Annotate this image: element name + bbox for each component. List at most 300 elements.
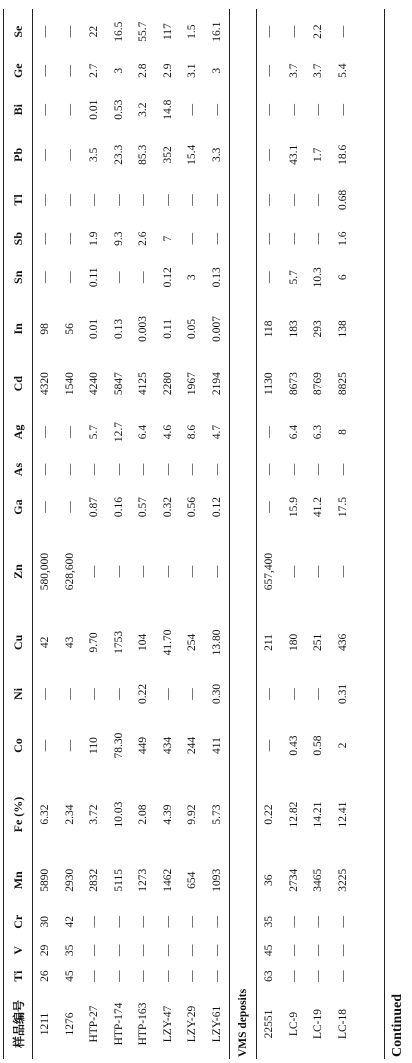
value-cell: 2.8 [137,63,150,78]
value-cell: — [263,194,276,206]
value-cell: 7 [161,235,174,242]
value-cell: — [63,501,76,513]
column-header: Cr [4,906,33,937]
value-cell: 0.22 [137,683,150,705]
value-cell: 0.12 [210,496,223,518]
value-cell: — [88,688,101,700]
sample-id-cell: 1211 [39,1012,52,1036]
value-cell: — [312,944,325,957]
table-row [82,9,107,1059]
column-header: Ni [4,671,33,716]
sample-id-cell: LC-19 [312,1008,325,1040]
value-cell: 2.08 [137,804,150,825]
value-cell: — [137,970,150,982]
value-cell: 14.8 [161,99,174,120]
value-cell: 8769 [312,372,325,396]
value-cell: — [210,916,223,928]
value-cell: 293 [312,320,325,338]
value-cell: — [161,565,174,578]
value-cell: — [112,271,125,284]
value-cell: — [112,944,125,957]
value-cell: 3.7 [312,63,325,78]
value-cell: — [287,25,300,38]
value-cell: 8825 [336,372,349,396]
value-cell: 6 [336,274,349,281]
value-cell: 4.6 [161,424,174,440]
value-cell: 41.2 [312,496,325,518]
column-header: Zn [4,530,33,614]
value-cell: — [287,232,300,245]
table-row [282,9,307,1059]
column-header: 样品编号 [4,989,33,1059]
value-cell: 9.92 [186,804,199,825]
value-cell: — [63,25,76,38]
column-header: Co [4,717,33,775]
value-cell: — [336,970,349,982]
value-cell: — [210,463,223,476]
value-cell: 3 [186,274,199,281]
value-cell: — [88,194,101,206]
value-cell: — [161,688,174,700]
value-cell: 16.1 [210,21,223,42]
value-cell: — [210,232,223,245]
value-cell: 43.1 [287,144,300,165]
value-cell: — [186,970,199,982]
value-cell: — [137,463,150,476]
value-cell: 78.30 [112,732,125,759]
value-cell: — [312,103,325,116]
value-cell: 2734 [287,868,300,892]
table-row [131,9,156,1059]
sample-id-cell: 22551 [263,1009,276,1039]
value-cell: — [263,739,276,752]
column-header: Fe (%) [4,775,33,855]
value-cell: — [137,271,150,284]
value-cell: 0.32 [161,496,174,518]
value-cell: 117 [161,23,174,41]
value-cell: 1.6 [336,231,349,246]
value-cell: — [137,916,150,928]
value-cell: — [186,565,199,578]
value-cell: 0.56 [186,496,199,518]
value-cell: 12.41 [336,801,349,828]
table-row [33,9,58,1059]
value-cell: 628,600 [63,552,76,591]
value-cell: — [263,232,276,245]
value-cell: 0.11 [161,319,174,339]
value-cell: — [186,232,199,245]
value-cell: 10.3 [312,267,325,288]
value-cell: — [263,688,276,700]
value-cell: — [63,688,76,700]
value-cell: 0.13 [112,318,125,339]
value-cell: — [336,944,349,957]
table-row [58,9,83,1059]
value-cell: 254 [186,633,199,652]
value-cell: — [161,194,174,206]
value-cell: — [312,194,325,206]
value-cell: 63 [263,970,276,982]
value-cell: — [287,970,300,982]
value-cell: — [336,565,349,578]
value-cell: — [312,688,325,700]
value-cell: 2.6 [137,231,150,246]
value-cell: — [186,688,199,700]
caption: Continued [390,993,405,1057]
value-cell: 436 [336,633,349,652]
value-cell: — [112,688,125,700]
value-cell: 180 [287,633,300,652]
value-cell: 3.1 [186,63,199,78]
value-cell: 3 [112,67,125,74]
value-cell: — [287,194,300,206]
value-cell: — [263,25,276,38]
sample-id-cell: LC-9 [287,1011,300,1037]
sample-id-cell: LC-18 [336,1008,349,1040]
value-cell: 1093 [210,868,223,892]
value-cell: 12.82 [287,801,300,828]
value-cell: 42 [39,636,52,649]
table-row [107,9,132,1059]
value-cell: — [186,463,199,476]
value-cell: 0.003 [137,315,150,342]
value-cell: — [39,194,52,206]
value-cell: 18.6 [336,144,349,165]
value-cell: — [112,565,125,578]
value-cell: — [263,501,276,513]
column-header: Ti [4,963,33,989]
value-cell: — [161,916,174,928]
value-cell: — [312,565,325,578]
value-cell: 5890 [39,868,52,892]
column-header: Pb [4,132,33,177]
value-cell: — [186,103,199,116]
value-cell: 110 [88,737,101,754]
table-row [205,9,230,1059]
value-cell: 5.4 [336,63,349,78]
value-cell: 3.7 [287,63,300,78]
value-cell: 23.3 [112,144,125,165]
value-cell: 657,400 [263,552,276,591]
value-cell: 56 [63,323,76,335]
value-cell: 43 [63,636,76,649]
value-cell: 0.22 [263,804,276,825]
value-cell: 14.21 [312,801,325,828]
value-cell: — [287,916,300,928]
value-cell: — [112,970,125,982]
column-header: Tl [4,177,33,222]
value-cell: 1462 [161,868,174,892]
value-cell: — [263,149,276,161]
value-cell: 118 [263,320,276,338]
value-cell: 5847 [112,372,125,396]
value-cell: 0.11 [88,267,101,288]
value-cell: 30 [39,916,52,928]
value-cell: — [210,565,223,578]
value-cell: 1753 [112,630,125,654]
value-cell: 6.4 [287,424,300,440]
value-cell: 0.16 [112,496,125,518]
value-cell: 98 [39,323,52,335]
value-cell: — [137,194,150,206]
value-cell: 352 [161,146,174,164]
value-cell: 1.7 [312,147,325,163]
value-cell: — [88,944,101,957]
value-cell: 0.68 [336,189,349,211]
value-cell: 0.87 [88,496,101,518]
value-cell: 0.53 [112,99,125,120]
sample-id-cell: LZY-29 [186,1005,199,1043]
value-cell: — [112,916,125,928]
value-cell: 2.7 [88,63,101,78]
value-cell: — [88,565,101,578]
value-cell: 1.5 [186,24,199,39]
sample-id-cell: LZY-47 [161,1005,174,1043]
value-cell: 0.05 [186,318,199,339]
value-cell: — [263,64,276,77]
value-cell: 138 [336,320,349,338]
section-row [230,9,257,1059]
value-cell: 6.3 [312,424,325,440]
value-cell: — [263,426,276,438]
value-cell: — [263,103,276,116]
value-cell: — [63,426,76,438]
value-cell: — [336,103,349,116]
value-cell: 5.7 [88,424,101,440]
value-cell: 1273 [137,868,150,892]
value-cell: 244 [186,736,199,755]
value-cell: — [88,463,101,476]
value-cell: — [336,463,349,476]
value-cell: — [112,194,125,206]
table-row [180,9,205,1059]
value-cell: — [137,944,150,957]
column-header: V [4,937,33,963]
value-cell: — [210,970,223,982]
value-cell: 6.4 [137,424,150,440]
value-cell: 85.3 [137,144,150,165]
value-cell: 55.7 [137,21,150,42]
value-cell: — [186,916,199,928]
value-cell: — [210,194,223,206]
value-cell: 0.01 [88,99,101,120]
value-cell: — [63,463,76,476]
value-cell: 104 [137,633,150,652]
column-header: Cd [4,358,33,410]
value-cell: — [39,25,52,38]
value-cell: — [63,64,76,77]
value-cell: — [39,426,52,438]
value-cell: 22 [88,25,101,38]
value-cell: — [63,271,76,284]
value-cell: 4240 [88,372,101,396]
sample-id-cell: LZY-61 [210,1005,223,1043]
column-header: Bi [4,87,33,132]
value-cell: 3465 [312,868,325,892]
value-cell: — [63,739,76,752]
value-cell: 35 [63,944,76,957]
value-cell: 5.7 [287,270,300,285]
value-cell: — [88,970,101,982]
value-cell: — [287,103,300,116]
value-cell: 3225 [336,868,349,892]
column-header: Se [4,9,33,54]
value-cell: 13.80 [210,629,223,656]
value-cell: 26 [39,970,52,982]
value-cell: — [312,970,325,982]
value-cell: 411 [210,737,223,754]
value-cell: — [161,463,174,476]
value-cell: 2.34 [63,804,76,825]
value-cell: 8 [336,429,349,435]
column-header: Mn [4,854,33,906]
section-label: VMS deposits [230,9,257,1059]
value-cell: 3 [210,67,223,74]
value-cell: — [39,149,52,161]
sample-id-cell: HTP-174 [112,1002,125,1046]
value-cell: 1.9 [88,231,101,246]
value-cell: 0.007 [210,315,223,342]
column-header: Ga [4,484,33,529]
value-cell: — [39,232,52,245]
value-cell: 1967 [186,372,199,396]
value-cell: 16.5 [112,21,125,42]
value-cell: 29 [39,944,52,957]
value-cell: 1540 [63,372,76,396]
value-cell: — [39,271,52,284]
value-cell: — [88,916,101,928]
value-cell: 8.6 [186,424,199,440]
value-cell: 8673 [287,372,300,396]
value-cell: 654 [186,871,199,889]
value-cell: — [210,103,223,116]
value-cell: 4.7 [210,424,223,440]
value-cell: 4125 [137,372,150,396]
column-header: Sb [4,223,33,255]
value-cell: — [336,25,349,38]
value-cell: 17.5 [336,496,349,518]
value-cell: — [39,739,52,752]
value-cell: — [210,944,223,957]
value-cell: 36 [263,874,276,887]
value-cell: — [137,565,150,578]
value-cell: — [287,463,300,476]
value-cell: 12.7 [112,421,125,443]
value-cell: — [63,103,76,116]
value-cell: 449 [137,736,150,755]
value-cell: 211 [263,633,276,651]
value-cell: 0.12 [161,267,174,288]
data-table [4,9,355,1059]
column-header: In [4,300,33,358]
value-cell: — [161,970,174,982]
sample-id-cell: 1276 [63,1012,76,1036]
table-body [33,9,356,1059]
value-cell: — [63,194,76,206]
value-cell: — [186,194,199,206]
table-bottom-rule [384,9,385,1059]
value-cell: 45 [263,944,276,957]
sample-id-cell: HTP-163 [137,1002,150,1046]
value-cell: 2280 [161,372,174,396]
value-cell: 0.43 [287,735,300,756]
value-cell: 0.01 [88,318,101,339]
value-cell: 6.32 [39,804,52,825]
value-cell: — [39,463,52,476]
value-cell: — [287,944,300,957]
table-row [306,9,331,1059]
table-row [257,9,282,1059]
column-header: Cu [4,613,33,671]
value-cell: 2194 [210,372,223,396]
value-cell: 0.30 [210,683,223,705]
value-cell: 4320 [39,372,52,396]
value-cell: 9.3 [112,231,125,246]
value-cell: 2832 [88,868,101,892]
value-cell: 45 [63,970,76,982]
value-cell: 3.5 [88,147,101,163]
value-cell: 251 [312,633,325,652]
value-cell: 41.70 [161,629,174,656]
value-cell: 5115 [112,868,125,892]
table-row [156,9,181,1059]
column-header: Ag [4,409,33,454]
value-cell: 0.57 [137,496,150,518]
value-cell: 3.72 [88,804,101,825]
column-header: Sn [4,255,33,300]
value-cell: — [287,565,300,578]
value-cell: — [39,688,52,700]
value-cell: — [263,271,276,284]
value-cell: 2.9 [161,63,174,78]
column-header: Ge [4,54,33,87]
value-cell: 2 [336,742,349,749]
value-cell: 0.31 [336,683,349,705]
value-cell: 9.70 [88,632,101,653]
value-cell: — [263,463,276,476]
value-cell: — [287,688,300,700]
value-cell: 42 [63,916,76,928]
value-cell: 1130 [263,372,276,395]
value-cell: — [161,944,174,957]
sample-id-cell: HTP-27 [88,1005,101,1043]
value-cell: 183 [287,320,300,338]
value-cell: — [312,916,325,928]
value-cell: 2.2 [312,24,325,39]
value-cell: 3.2 [137,102,150,117]
value-cell: — [312,463,325,476]
column-header: As [4,455,33,485]
value-cell: — [63,232,76,245]
header-row [4,9,33,1059]
value-cell: 580,000 [39,552,52,591]
value-cell: 434 [161,736,174,755]
value-cell: — [39,103,52,116]
value-cell: 2930 [63,868,76,892]
value-cell: 3.3 [210,147,223,163]
value-cell: — [39,64,52,77]
value-cell: — [312,232,325,245]
value-cell: 0.58 [312,735,325,756]
value-cell: — [336,916,349,928]
value-cell: 15.4 [186,144,199,165]
value-cell: — [112,463,125,476]
value-cell: 10.03 [112,801,125,828]
value-cell: 4.39 [161,804,174,825]
value-cell: — [63,149,76,161]
value-cell: — [186,944,199,957]
value-cell: 15.9 [287,496,300,518]
